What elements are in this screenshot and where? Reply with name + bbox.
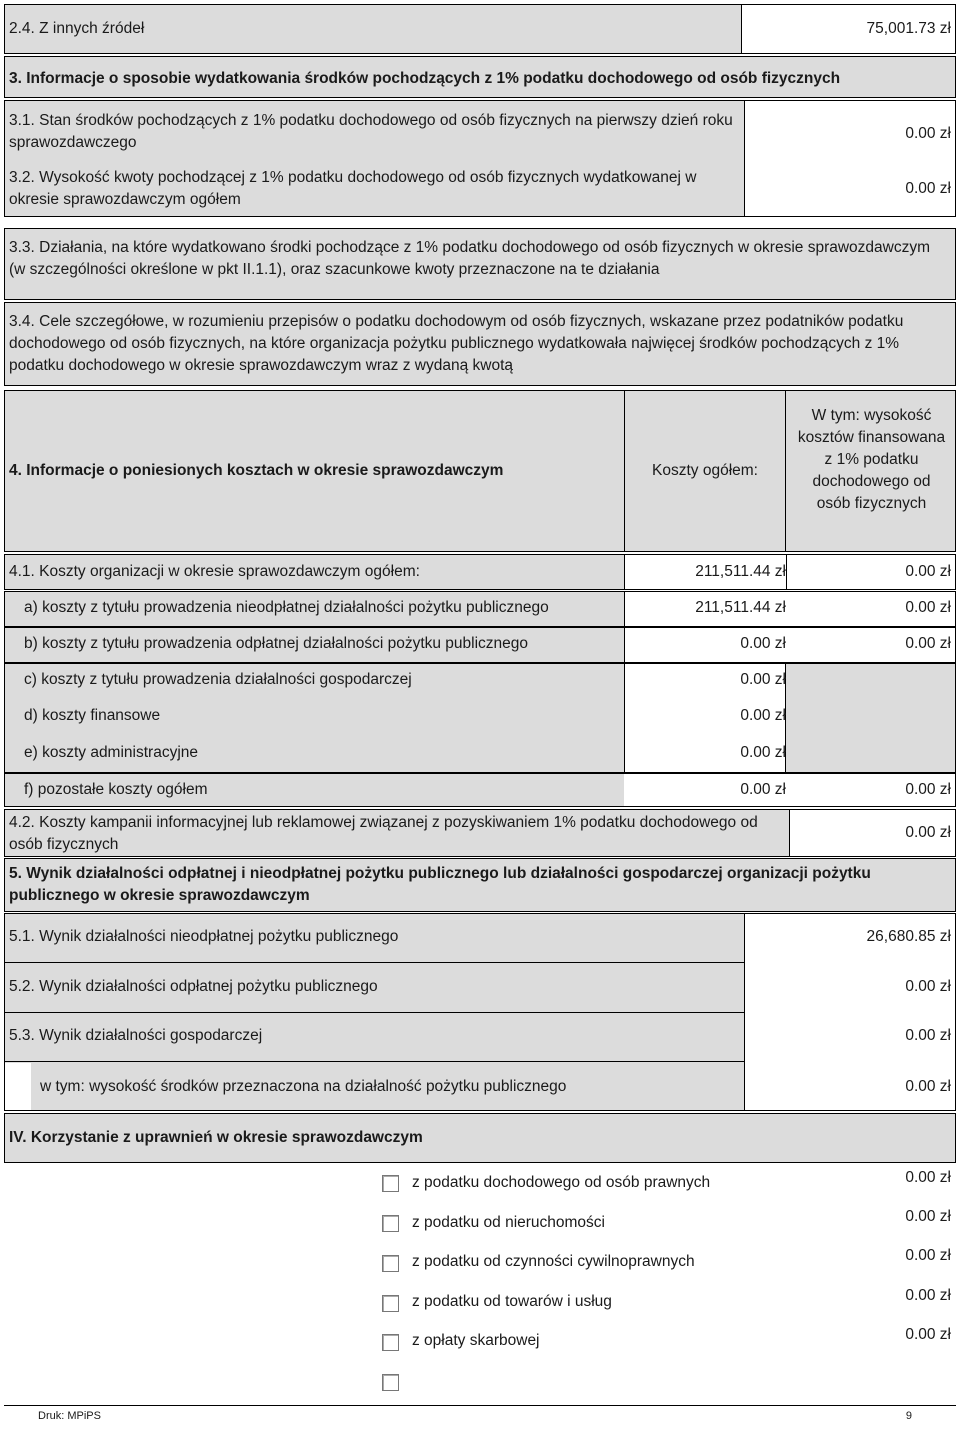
cost-row-b-label: b) koszty z tytułu prowadzenia odpłatnej działalności pożytku publicznego xyxy=(24,635,529,652)
privilege-checkbox-5[interactable] xyxy=(382,1334,399,1351)
row-3-1-amount: 0.00 zł xyxy=(905,125,951,142)
footer-rule xyxy=(4,1405,956,1406)
row-4-2-amount: 0.00 zł xyxy=(905,824,951,841)
col-sub-header: W tym: wysokość kosztów finansowana z 1% podatku dochodowego od osób fizycznych xyxy=(797,407,946,512)
result-sub-amount: 0.00 zł xyxy=(905,1078,951,1095)
cost-row-a-label: a) koszty z tytułu prowadzenia nieodpłatnej działalności pożytku publicznego xyxy=(24,599,549,616)
row-3-3-label: 3.3. Działania, na które wydatkowano środki pochodzące z 1% podatku dochodowego od osób fizycznych w okresie sprawozdawczym (w szczególności określone w pkt II.1.1), oraz szacunkowe kwoty przeznaczone na te działania xyxy=(9,239,931,278)
row-2-4-label: 2.4. Z innych źródeł xyxy=(9,20,145,37)
privilege-checkbox-2[interactable] xyxy=(382,1215,399,1232)
cost-row-c-label: c) koszty z tytułu prowadzenia działalności gospodarczej xyxy=(24,671,412,688)
privilege-amount-4: 0.00 zł xyxy=(905,1287,951,1304)
section-iv-title: IV. Korzystanie z uprawnień w okresie sprawozdawczym xyxy=(9,1129,423,1146)
row-4-2-label: 4.2. Koszty kampanii informacyjnej lub reklamowej związanej z pozyskiwaniem 1% podatku dochodowego od osób fizycznych xyxy=(9,814,758,853)
privilege-amount-3: 0.00 zł xyxy=(905,1247,951,1264)
row-3-1-label: 3.1. Stan środków pochodzących z 1% podatku dochodowego od osób fizycznych na pierwszy dzień roku sprawozdawczego xyxy=(9,112,733,151)
section-4-col-divider-1 xyxy=(624,390,625,552)
result-5-2-label: 5.2. Wynik działalności odpłatnej pożytku publicznego xyxy=(9,978,378,995)
footer-page-number: 9 xyxy=(905,1410,912,1422)
section-5-title: 5. Wynik działalności odpłatnej i nieodpłatnej pożytku publicznego lub działalności gospodarczej organizacji pożytku publicznego w okresie sprawozdawczym xyxy=(9,865,871,904)
cost-row-4-1-label: 4.1. Koszty organizacji w okresie sprawozdawczym ogółem: xyxy=(9,563,420,580)
cost-row-a-sub: 0.00 zł xyxy=(905,599,951,616)
footer-print-label: Druk: MPiPS xyxy=(38,1410,101,1422)
cost-row-a-total: 211,511.44 zł xyxy=(695,599,786,616)
cost-row-b-sub: 0.00 zł xyxy=(905,635,951,652)
privilege-amount-5: 0.00 zł xyxy=(905,1326,951,1343)
result-5-2-amount: 0.00 zł xyxy=(905,978,951,995)
privilege-label-4: z podatku od towarów i usług xyxy=(412,1293,612,1310)
row-3-4-label: 3.4. Cele szczegółowe, w rozumieniu przepisów o podatku dochodowym od osób fizycznych, wskazane przez podatników podatku dochodowego od osób fizycznych, na które organizacja pożytku publicznego wydatkowała najwięcej środków pochodzących z 1% podatku dochodowego w okresie sprawozdawczym wraz z wydaną kwotą xyxy=(9,313,904,374)
privilege-amount-2: 0.00 zł xyxy=(905,1208,951,1225)
privilege-label-1: z podatku dochodowego od osób prawnych xyxy=(412,1174,711,1191)
cost-row-e-total: 0.00 zł xyxy=(740,744,786,761)
privilege-label-2: z podatku od nieruchomości xyxy=(412,1214,606,1231)
privilege-label-5: z opłaty skarbowej xyxy=(412,1332,540,1349)
result-sub-label: w tym: wysokość środków przeznaczona na działalność pożytku publicznego xyxy=(40,1078,567,1095)
row-2-4-amount: 75,001.73 zł xyxy=(866,20,951,37)
results-sep-1 xyxy=(4,962,745,963)
col-total-header: Koszty ogółem: xyxy=(652,462,758,479)
result-5-1-label: 5.1. Wynik działalności nieodpłatnej pożytku publicznego xyxy=(9,928,399,945)
results-sep-3 xyxy=(4,1061,745,1062)
cost-row-d-total: 0.00 zł xyxy=(740,707,786,724)
privilege-checkbox-1[interactable] xyxy=(382,1175,399,1192)
result-5-1-amount: 26,680.85 zł xyxy=(866,928,951,945)
cost-row-4-1-total: 211,511.44 zł xyxy=(695,563,786,580)
cost-row-c-total: 0.00 zł xyxy=(740,671,786,688)
section-4-col-divider-2 xyxy=(785,390,786,552)
section-3-title: 3. Informacje o sposobie wydatkowania środków pochodzących z 1% podatku dochodowego od osób fizycznych xyxy=(9,70,841,87)
cost-row-f-sub: 0.00 zł xyxy=(905,781,951,798)
privilege-amount-1: 0.00 zł xyxy=(905,1169,951,1186)
cost-row-4-1-sub: 0.00 zł xyxy=(905,563,951,580)
cost-row-f-label: f) pozostałe koszty ogółem xyxy=(24,781,208,798)
row-3-2-label: 3.2. Wysokość kwoty pochodzącej z 1% podatku dochodowego od osób fizycznych wydatkowanej w okresie sprawozdawczym ogółem xyxy=(9,169,697,208)
cost-row-e-label: e) koszty administracyjne xyxy=(24,744,199,761)
results-sep-2 xyxy=(4,1012,745,1013)
cost-row-f-total: 0.00 zł xyxy=(740,781,786,798)
privilege-checkbox-3[interactable] xyxy=(382,1255,399,1272)
privilege-label-3: z podatku od czynności cywilnoprawnych xyxy=(412,1253,695,1270)
result-5-3-amount: 0.00 zł xyxy=(905,1027,951,1044)
privilege-checkbox-4[interactable] xyxy=(382,1295,399,1312)
cost-row-d-label: d) koszty finansowe xyxy=(24,707,161,724)
privilege-checkbox-6[interactable] xyxy=(382,1374,399,1391)
result-5-3-label: 5.3. Wynik działalności gospodarczej xyxy=(9,1027,263,1044)
section-4-title: 4. Informacje o poniesionych kosztach w okresie sprawozdawczym xyxy=(9,462,504,479)
cost-row-b-total: 0.00 zł xyxy=(740,635,786,652)
row-3-2-amount: 0.00 zł xyxy=(905,180,951,197)
results-sub-indent xyxy=(5,1063,31,1110)
